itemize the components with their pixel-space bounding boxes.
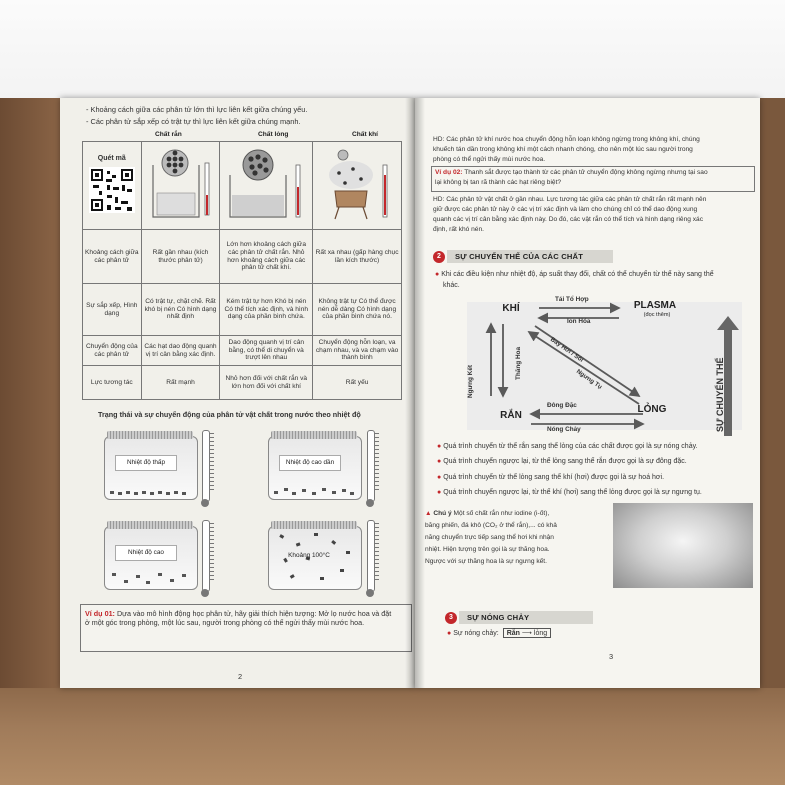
bullet-condensation (437, 489, 702, 496)
bullet-text: Quá trình chuyển ngược lại, từ thể lỏng sang thể rắn được gọi là sự đông đặc. (443, 458, 687, 465)
bullet-icon: ● (435, 271, 440, 278)
cell-solid: Rất mạnh (141, 366, 220, 400)
jar-label: Nhiệt độ cao (115, 545, 177, 561)
background-top (0, 0, 785, 98)
table-header-solid: Chất rắn (155, 131, 182, 138)
qr-code-icon[interactable] (89, 167, 135, 213)
particles-icon (106, 487, 196, 497)
section-2-title: SỰ CHUYỂN THỂ CỦA CÁC CHẤT (447, 250, 613, 263)
hd-line-1: HD: Các phân tử khí nước hoa chuyển động hỗn loạn không ngừng trong không khí, chúng (433, 136, 700, 143)
bullet-text: Quá trình chuyển ngược lại, từ thể khí (hơi) sang thể lỏng được gọi là sự ngưng tụ. (443, 489, 702, 496)
bullet-freezing (437, 458, 687, 465)
example-2-text: Thanh sắt được tạo thành từ các phân tử chuyển động không ngừng nhưng tại sao (464, 169, 708, 176)
bullet-text: Quá trình chuyển từ thể rắn sang thể lỏng của các chất được gọi là sự nóng chảy. (443, 443, 698, 450)
cell-solid: Các hạt dao động quanh vị trí cân bằng xác định. (141, 336, 220, 366)
table-row (83, 230, 402, 284)
jar-lid (271, 431, 357, 439)
states-comparison-table (82, 141, 402, 400)
example-1-text (85, 609, 407, 627)
side-label: SỰ CHUYỂN THỂ (715, 357, 725, 432)
table-row (83, 366, 402, 400)
jars-title: Trạng thái và sự chuyển động của phân tử vật chất trong nước theo nhiệt độ (98, 410, 361, 419)
jar-lid (271, 521, 357, 529)
page-number: 2 (238, 672, 243, 681)
table-row (83, 336, 402, 366)
cell-gas: Rất xa nhau (gấp hàng chục lần kích thước) (313, 230, 402, 284)
jar-low-temp (104, 436, 198, 500)
jar-boiling (268, 526, 362, 590)
section-3-title: SỰ NÓNG CHẢY (459, 611, 593, 624)
example-1-box (80, 604, 412, 652)
book-gutter (405, 98, 425, 688)
qr-cell (83, 142, 142, 230)
label-recombination: Tái Tổ Hợp (555, 296, 589, 303)
note-title: Chú ý (433, 510, 452, 517)
solid-beaker-icon (145, 145, 215, 223)
qr-label: Quét mã (97, 155, 126, 163)
example-1-line-2: ở một góc trong phòng, một lúc sau, người trong phòng có thể ngửi thấy mùi nước hoa. (85, 618, 365, 627)
hd2-line-3: quanh các vị trí cân bằng xác định này. Do đó, các vật rắn có thể tích và hình dạng riêng xác (433, 216, 704, 223)
gas-illustration-cell (313, 142, 402, 230)
hd-line-3: phòng có thể ngửi thấy mùi nước hoa. (433, 156, 546, 163)
liquid-illustration-cell (220, 142, 313, 230)
label-melting: Nóng Chảy (547, 426, 581, 433)
table-header-gas: Chất khí (352, 131, 379, 138)
node-gas: KHÍ (502, 303, 520, 314)
bullet-text: Quá trình chuyển từ thể lỏng sang thể khí (hơi) được gọi là sự hoá hơi. (443, 474, 665, 481)
section-2-intro-line-2: khác. (443, 282, 460, 289)
example-2-title: Ví dụ 02: (435, 169, 463, 176)
bullet-icon: ● (447, 630, 452, 637)
note-line-3: năng chuyển trực tiếp sang thể hơi khi nhận (425, 534, 554, 541)
bullet-vaporization (437, 474, 664, 481)
cell-liquid: Lớn hơn khoảng cách giữa các phân tử chất rắn. Nhỏ hơn khoảng cách giữa các phân tử chất khí. (220, 230, 313, 284)
dry-ice-photo (613, 503, 753, 588)
row-label: Chuyển động của các phân tử (83, 336, 142, 366)
section-2-intro-text: Khi các điều kiện như nhiệt độ, áp suất thay đổi, chất có thể chuyển từ thể này sang thể (441, 271, 714, 278)
solid-illustration-cell (141, 142, 220, 230)
cell-gas: Không trật tự Có thể được nén dễ dàng Có hình dạng của phần bình chứa nó. (313, 284, 402, 336)
hd2-line-4: định, rất khó nén. (433, 226, 484, 233)
thermometer-icon (202, 520, 210, 592)
row-label: Khoảng cách giữa các phân tử (83, 230, 142, 284)
bullet-melting (437, 443, 698, 450)
thermometer-icon (367, 430, 375, 502)
note-line-5: Ngược với sự thăng hoa là sự ngưng kết. (425, 558, 547, 565)
note-line-1 (425, 510, 549, 518)
section-2-intro-line-1 (435, 271, 714, 278)
jar-label: Nhiệt độ cao dần (279, 455, 341, 471)
cell-liquid: Dao động quanh vị trí cân bằng, có thể di chuyển và trượt lên nhau (220, 336, 313, 366)
hd-line-2: khuếch tán dần trong không khí một cách nhanh chóng, cho nên một lúc sau người trong (433, 146, 693, 153)
jar-rising-temp (268, 436, 362, 500)
row-label: Sự sắp xếp, Hình dạng (83, 284, 142, 336)
gas-smoke-icon (317, 145, 397, 223)
example-2-box (431, 166, 755, 192)
note-text: Một số chất rắn như iodine (i-ốt), (453, 510, 550, 517)
node-liquid: LỎNG (637, 404, 667, 415)
bullet-icon: ● (437, 489, 442, 496)
label-deposition: Ngưng Kết (467, 364, 474, 398)
particles-icon (106, 571, 196, 585)
note-box (423, 506, 608, 588)
example-2-line-2: lại không bị tan rã thành các hạt riêng biệt? (435, 179, 562, 186)
cell-liquid: Nhỏ hơn đối với chất rắn và lớn hơn đối với chất khí (220, 366, 313, 400)
label-freezing: Đông Đặc (547, 402, 577, 409)
table-row (83, 284, 402, 336)
example-2-line-1 (435, 169, 708, 177)
jar-label: Nhiệt độ thấp (115, 455, 177, 471)
melting-line (447, 628, 551, 638)
intro-line-1: - Khoảng cách giữa các phân tử lớn thì lực liên kết giữa chúng yếu. (86, 105, 308, 114)
cell-solid: Rất gần nhau (kích thước phân tử) (141, 230, 220, 284)
note-line-4: nhiệt. Hiện tượng trên gọi là sự thăng hoa. (425, 546, 550, 553)
melting-from: Rắn (506, 630, 520, 637)
node-solid: RẮN (500, 410, 522, 421)
label-sublimation: Thăng Hoa (515, 346, 522, 380)
bullet-icon: ● (437, 474, 442, 481)
label-ionization: Ion Hóa (567, 318, 591, 325)
liquid-beaker-icon (224, 145, 308, 223)
jar-label: Khoảng 100°C (288, 552, 330, 559)
cell-gas: Chuyển động hỗn loạn, va chạm nhau, và va chạm vào thành bình (313, 336, 402, 366)
bullet-icon: ● (437, 458, 442, 465)
jar-high-temp (104, 526, 198, 590)
section-2-number: 2 (433, 251, 445, 263)
node-plasma: PLASMA (633, 300, 677, 311)
warning-icon: ▲ (425, 510, 432, 517)
example-1-title: Ví dụ 01: (85, 609, 115, 618)
background-floor (0, 688, 785, 785)
cell-solid: Có trật tự, chặt chẽ. Rất khó bị nén Có hình dạng nhất định (141, 284, 220, 336)
hd2-line-2: giữ được các phân tử này ở các vị trí xác định và làm cho chúng chỉ có thể dao động xung (433, 206, 698, 213)
example-1-line-1: Dựa vào mô hình động học phân tử, hãy giải thích hiện tượng: Mở lọ nước hoa và đặt (116, 609, 392, 618)
jar-lid (107, 521, 193, 529)
label-condensation: Ngưng Tụ (574, 368, 604, 391)
background-box-right (760, 98, 785, 688)
node-plasma-sub: (đọc thêm) (643, 312, 671, 318)
background-box-left (0, 98, 60, 688)
melting-formula-box (503, 628, 551, 638)
thermometer-icon (202, 430, 210, 502)
hd2-line-1: HD: Các phân tử vật chất ở gần nhau. Lực tương tác giữa các phân tử chất rắn rất mạnh nên (433, 196, 707, 203)
jar-lid (107, 431, 193, 439)
table-row-images (83, 142, 402, 230)
thermometer-icon (367, 520, 375, 592)
melting-to: lỏng (533, 630, 548, 637)
cell-gas: Rất yếu (313, 366, 402, 400)
melting-prefix: Sự nóng chảy: (453, 630, 499, 637)
right-page (415, 98, 760, 688)
page-number: 3 (609, 652, 614, 661)
row-label: Lực tương tác (83, 366, 142, 400)
bullet-icon: ● (437, 443, 442, 450)
section-3-number: 3 (445, 612, 457, 624)
note-line-2: băng phiến, đá khô (CO₂ ở thể rắn),... có khả (425, 522, 557, 529)
arrow-right-icon: ⟶ (521, 630, 532, 637)
cell-liquid: Kém trật tự hơn Khó bị nén Có thể tích xác định, và hình dạng của phần bình chứa. (220, 284, 313, 336)
left-page (60, 98, 415, 688)
intro-line-2: - Các phân tử sắp xếp có trật tự thì lực liên kết giữa chúng mạnh. (86, 117, 301, 126)
label-evaporation: Bay Hơi / Sôi (548, 336, 585, 364)
table-header-liquid: Chất lỏng (258, 131, 289, 138)
particles-icon (270, 485, 360, 497)
